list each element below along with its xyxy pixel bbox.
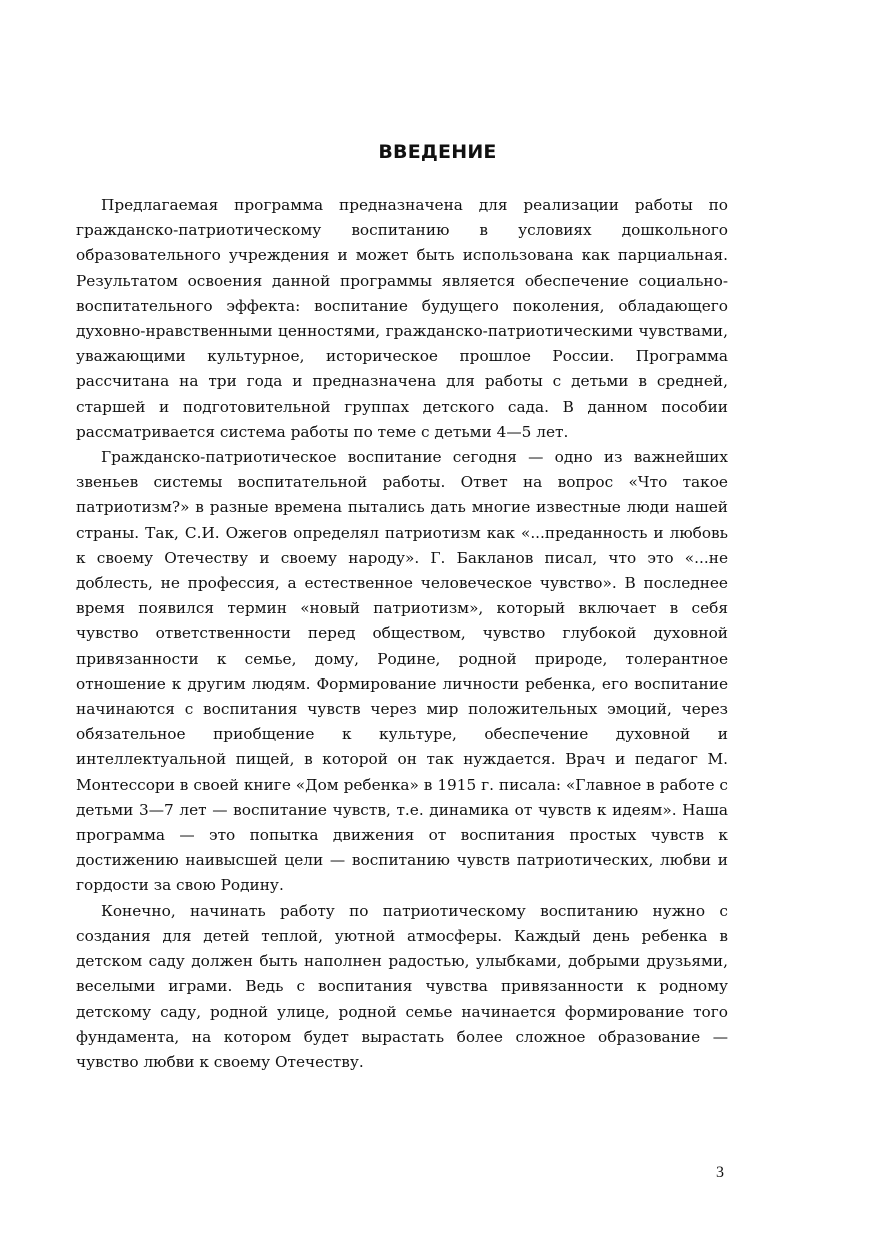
paragraph: Предлагаемая программа предназначена для реализации работы по гражданско-патриотическому воспитанию в условиях дошкольного образовательного учреждения и может быть использована как парциальная. Результатом освоения данной программы является обеспечение социально-воспитательного эффекта: воспитание будущего поколения, обладающего духовно-нравственными ценностями, гражданско-патриотическими чувствами, уважающими культурное, историческое прошлое России. Программа рассчитана на три года и предназначена для работы с детьми в средней, старшей и подготовительной группах детского сада. В данном пособии рассматривается система работы по теме с детьми 4—5 лет. [76, 196, 728, 441]
page-title: ВВЕДЕНИЕ [378, 141, 497, 163]
paragraph: Гражданско-патриотическое воспитание сегодня — одно из важнейших звеньев системы воспитательной работы. Ответ на вопрос «Что такое патриотизм?» в разные времена пытались дать многие известные люди нашей страны. Так, С.И. Ожегов определял патриотизм как «...преданность и любовь к своему Отечеству и своему народу». Г. Бакланов писал, что это «...не доблесть, не профессия, а естественное человеческое чувство». В последнее время появился термин «новый патриотизм», который включает в себя чувство ответственности перед обществом, чувство глубокой духовной привязанности к семье, дому, Родине, родной природе, толерантное отношение к другим людям. Формирование личности ребенка, его воспитание начинаются с воспитания чувств через мир положительных эмоций, через обязательное приобщение к культуре, обеспечение духовной и интеллектуальной пищей, в которой он так нуждается. Врач и педагог М. Монтессори в своей книге «Дом ребенка» в 1915 г. писала: «Главное в работе с детьми 3—7 лет — воспитание чувств, т.е. динамика от чувств к идеям». Наша программа — это попытка движения от воспитания простых чувств к достижению наивысшей цели — воспитанию чувств патриотических, любви и гордости за свою Родину. [76, 448, 728, 895]
paragraph: Конечно, начинать работу по патриотическому воспитанию нужно с создания для детей теплой, уютной атмосферы. Каждый день ребенка в детском саду должен быть наполнен радостью, улыбками, добрыми друзьями, веселыми играми. Ведь с воспитания чувства привязанности к родному детскому саду, родной улице, родной семье начинается формирование того фундамента, на котором будет вырастать более сложное образование — чувство любви к своему Отечеству. [76, 901, 728, 1071]
page-number: 3 [716, 1164, 724, 1181]
body-text [76, 193, 728, 1075]
